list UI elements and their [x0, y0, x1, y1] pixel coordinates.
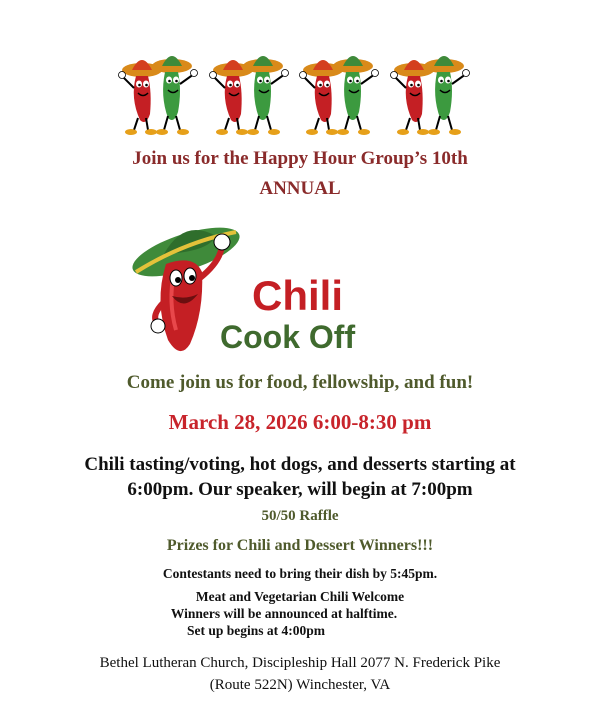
header-line-1: Join us for the Happy Hour Group’s 10th	[132, 148, 468, 169]
logo-title-cook-off: Cook Off	[220, 319, 356, 355]
notes-line-2: Winners will be announced at halftime.	[170, 606, 398, 621]
dancing-peppers-icon	[390, 48, 470, 138]
contestants-note: Contestants need to bring their dish by 5:45pm.	[162, 566, 438, 581]
prizes-text: Prizes for Chili and Dessert Winners!!!	[166, 537, 434, 554]
dancing-peppers-icon	[118, 48, 198, 138]
dancing-peppers-row	[118, 48, 470, 138]
tagline: Come join us for food, fellowship, and fun!	[126, 372, 474, 393]
details-line-2: 6:00pm. Our speaker, will begin at 7:00pm	[127, 479, 473, 500]
location-line-2: (Route 522N) Winchester, VA	[209, 677, 391, 693]
notes-line-1: Meat and Vegetarian Chili Welcome	[195, 589, 405, 604]
notes-line-3: Set up begins at 4:00pm	[186, 623, 326, 638]
raffle-text: 50/50 Raffle	[261, 508, 339, 524]
logo-title-chili: Chili	[252, 272, 343, 319]
location-line-1: Bethel Lutheran Church, Discipleship Hall 2077 N. Frederick Pike	[99, 655, 501, 671]
header-line-2: ANNUAL	[259, 178, 341, 199]
dancing-peppers-icon	[209, 48, 289, 138]
details-line-1: Chili tasting/voting, hot dogs, and desserts starting at	[84, 454, 516, 475]
chili-cook-off-logo	[124, 212, 374, 362]
event-date-time: March 28, 2026 6:00-8:30 pm	[168, 410, 432, 434]
dancing-peppers-icon	[299, 48, 379, 138]
